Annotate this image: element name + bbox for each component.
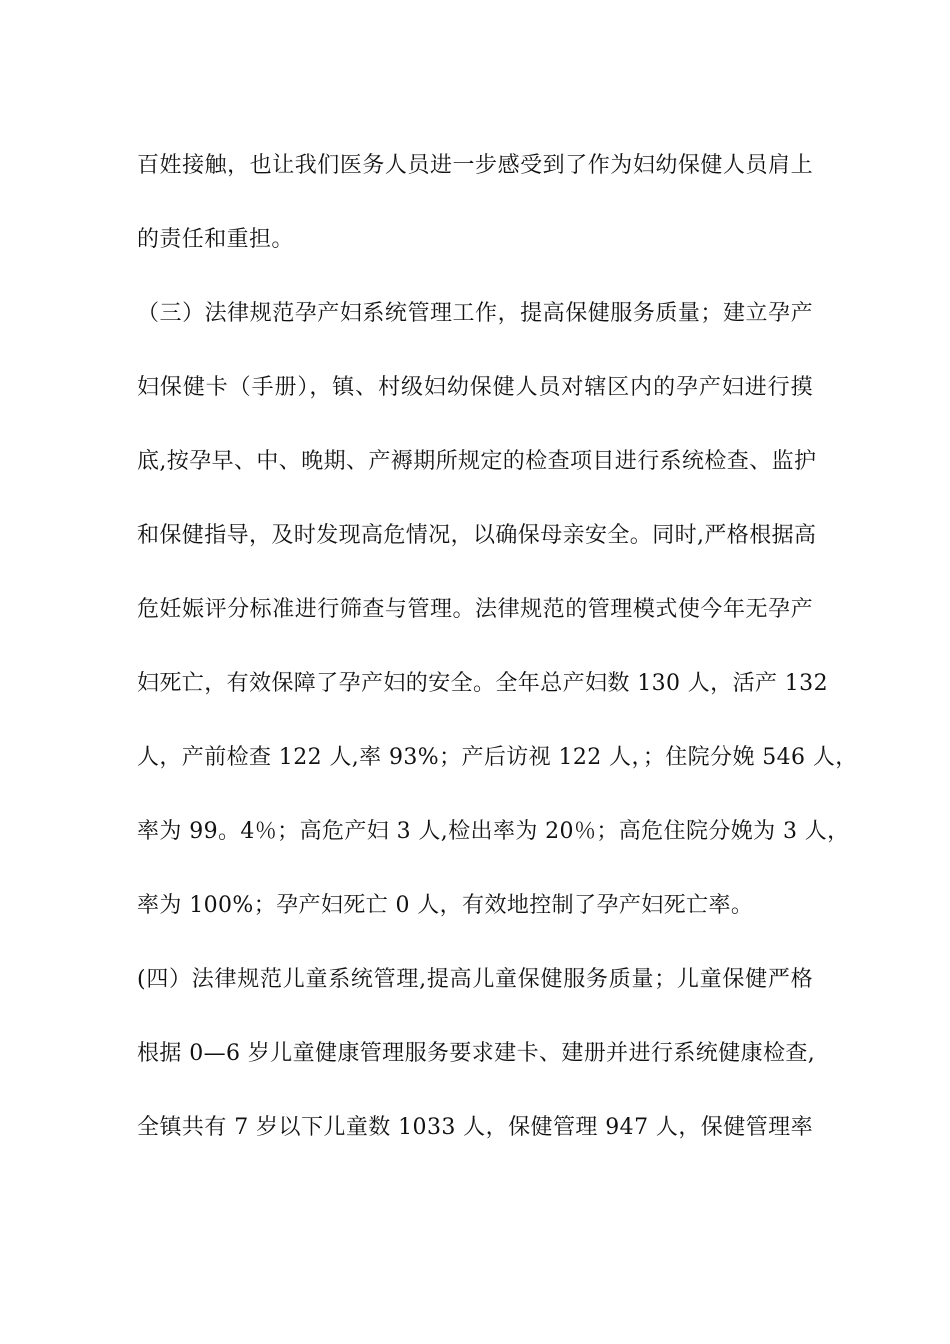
text-line-1: 百姓接触，也让我们医务人员进一步感受到了作为妇幼保健人员肩上 [137, 153, 813, 178]
text-line-4: 妇保健卡（手册），镇、村级妇幼保健人员对辖区内的孕产妇进行摸 [137, 375, 813, 400]
text-line-6: 和保健指导，及时发现高危情况，以确保母亲安全。同时,严格根据高 [137, 523, 817, 548]
text-line-8: 妇死亡，有效保障了孕产妇的安全。全年总产妇数 130 人，活产 132 [137, 671, 828, 696]
text-line-14: 全镇共有 7 岁以下儿童数 1033 人，保健管理 947 人，保健管理率 [137, 1115, 813, 1140]
text-line-3: （三）法律规范孕产妇系统管理工作，提高保健服务质量；建立孕产 [137, 301, 813, 326]
text-line-11: 率为 100%；孕产妇死亡 0 人，有效地控制了孕产妇死亡率。 [137, 893, 754, 918]
text-line-2: 的责任和重担。 [137, 227, 294, 252]
text-line-5: 底,按孕早、中、晚期、产褥期所规定的检查项目进行系统检查、监护 [137, 449, 817, 474]
text-line-9: 人，产前检查 122 人,率 93%；产后访视 122 人，；住院分娩 546 人， [137, 745, 858, 770]
text-line-13: 根据 0—6 岁儿童健康管理服务要求建卡、建册并进行系统健康检查, [137, 1041, 816, 1066]
text-line-7: 危妊娠评分标准进行筛查与管理。法律规范的管理模式使今年无孕产 [137, 597, 813, 622]
text-line-10: 率为 99。4％；高危产妇 3 人,检出率为 20％；高危住院分娩为 3 人， [137, 819, 850, 844]
text-line-12: (四）法律规范儿童系统管理,提高儿童保健服务质量；儿童保健严格 [137, 967, 813, 992]
